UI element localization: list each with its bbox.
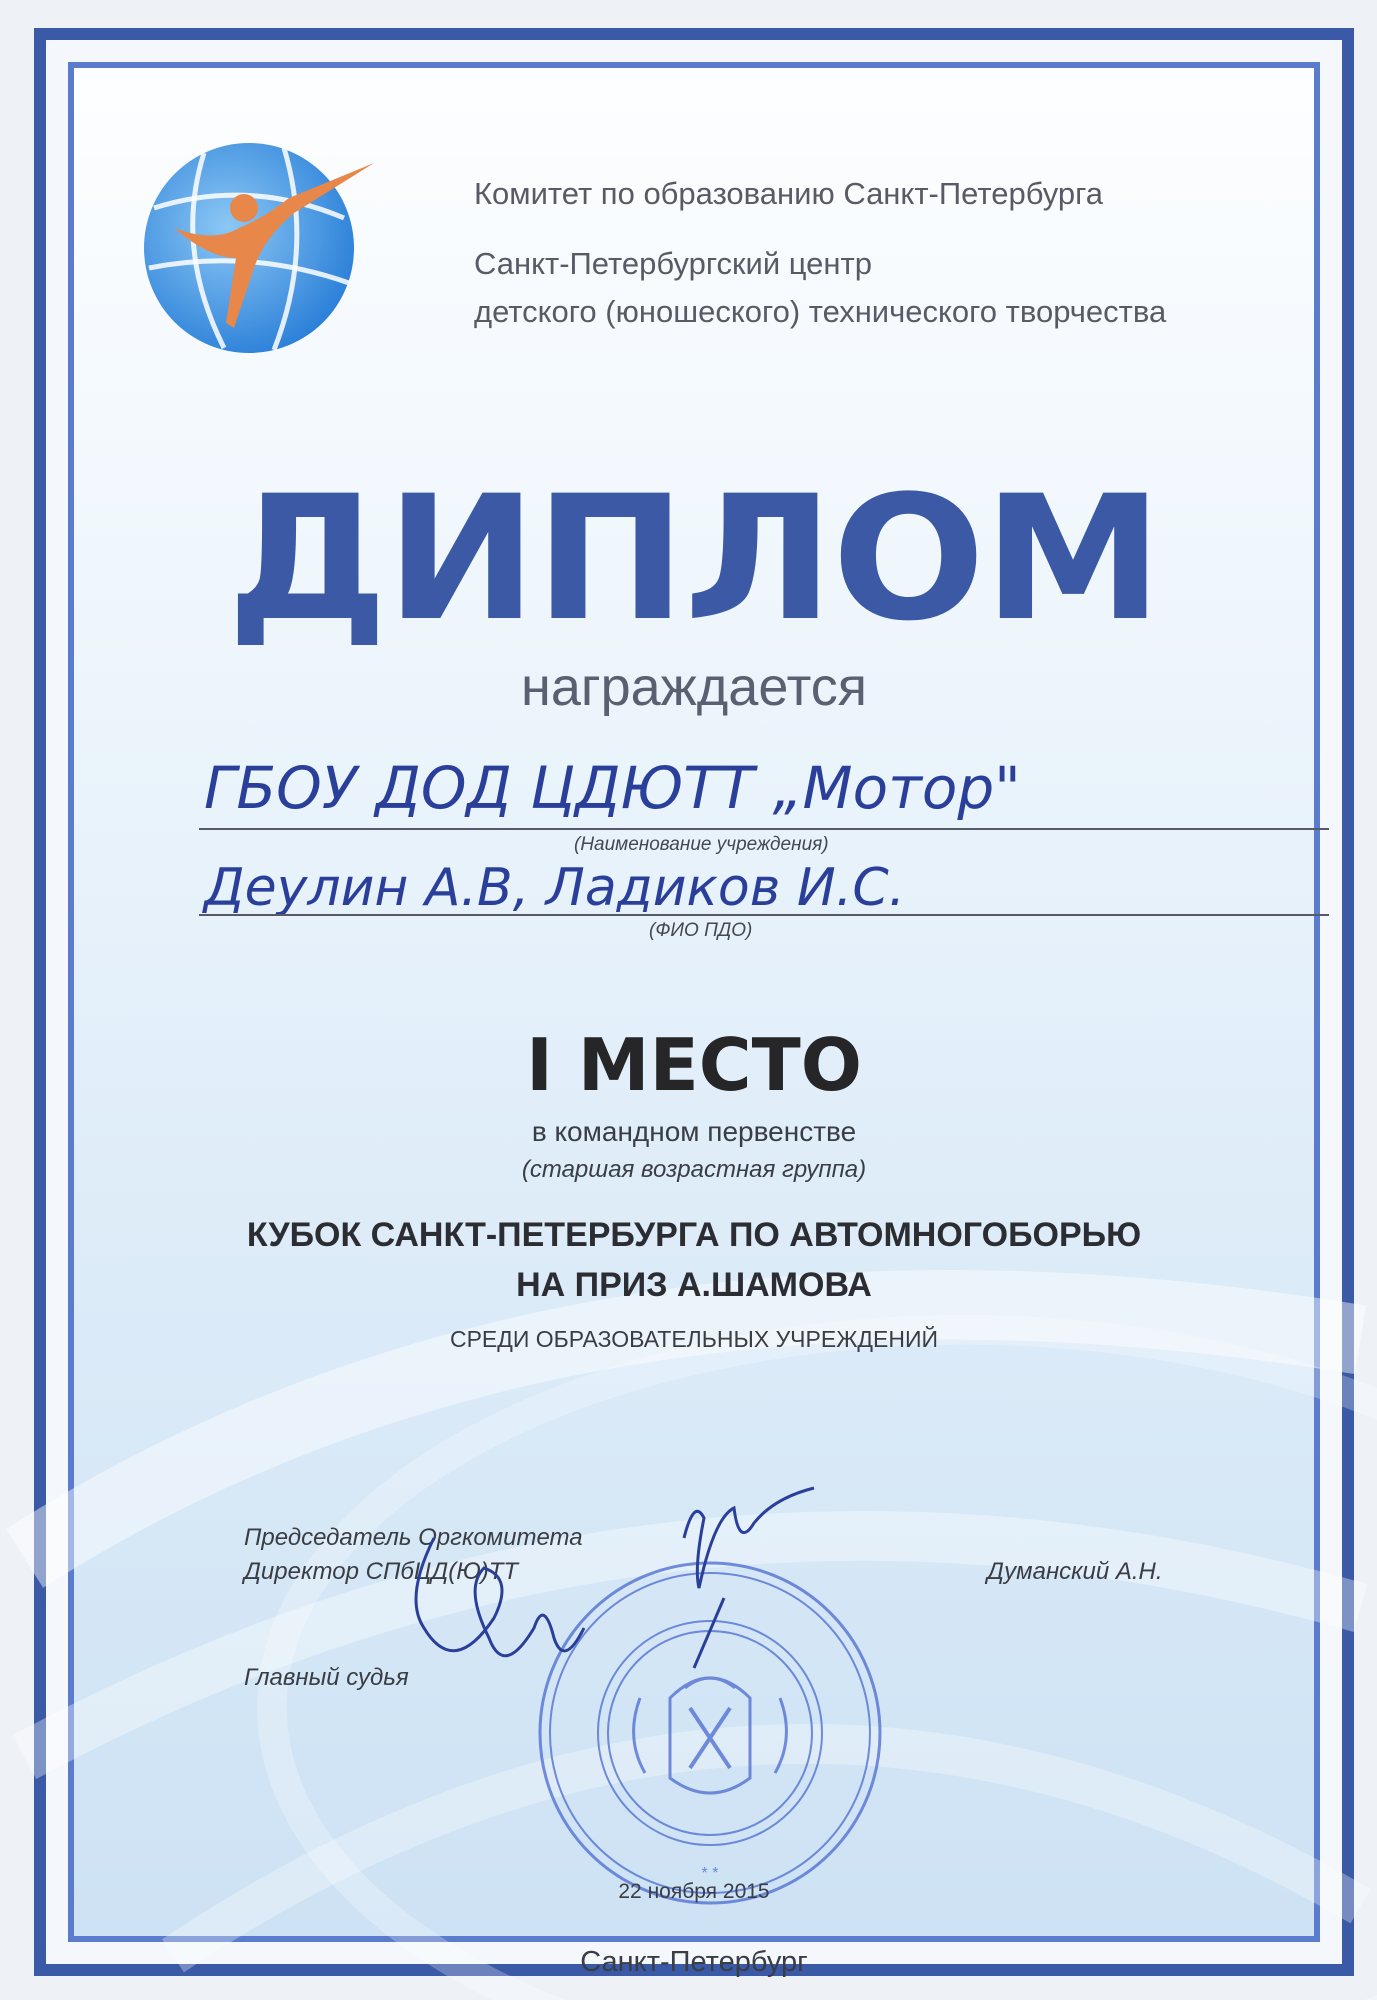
teacher-line — [199, 914, 1329, 916]
chair-title-line1: Председатель Оргкомитета — [244, 1524, 583, 1551]
center-name-line1: Санкт-Петербургский центр — [474, 246, 872, 281]
committee-name: Комитет по образованию Санкт-Петербурга — [474, 176, 1104, 211]
competition-line1: КУБОК САНКТ-ПЕТЕРБУРГА ПО АВТОМНОГОБОРЬЮ — [246, 1216, 1142, 1254]
competition-line2: НА ПРИЗ А.ШАМОВА — [516, 1266, 872, 1304]
category-text: в командном первенстве — [531, 1116, 857, 1147]
place-title: I МЕСТО — [526, 1023, 862, 1107]
diploma-title: ДИПЛОМ — [227, 458, 1161, 659]
chair-name: Думанский А.Н. — [987, 1558, 1163, 1585]
signature-marks — [394, 1478, 914, 1738]
center-name-line2: детского (юношеского) технического творчества — [474, 294, 1167, 329]
teacher-names: Деулин А.В, Ладиков И.С. — [204, 858, 906, 918]
inner-frame — [68, 62, 1320, 1978]
age-group-text: (старшая возрастная группа) — [521, 1156, 867, 1183]
institution-caption: (Наименование учреждения) — [574, 834, 829, 855]
judge-title: Главный судья — [244, 1664, 409, 1691]
date-text: 22 ноября 2015 — [618, 1880, 770, 1903]
teacher-caption: (ФИО ПДО) — [649, 920, 753, 941]
awarded-label: награждается — [521, 657, 867, 717]
svg-text:* *: * * — [701, 1865, 719, 1882]
chair-title-line2: Директор СПбЦД(Ю)ТТ — [244, 1558, 519, 1585]
globe-logo-icon — [114, 118, 414, 358]
outer-frame — [34, 28, 1354, 1976]
city-text: Санкт-Петербург — [580, 1946, 808, 1978]
institution-line — [199, 828, 1329, 830]
scope-text: СРЕДИ ОБРАЗОВАТЕЛЬНЫХ УЧРЕЖДЕНИЙ — [449, 1326, 939, 1352]
institution-name: ГБОУ ДОД ЦДЮТТ „Мотор" — [204, 754, 1021, 822]
